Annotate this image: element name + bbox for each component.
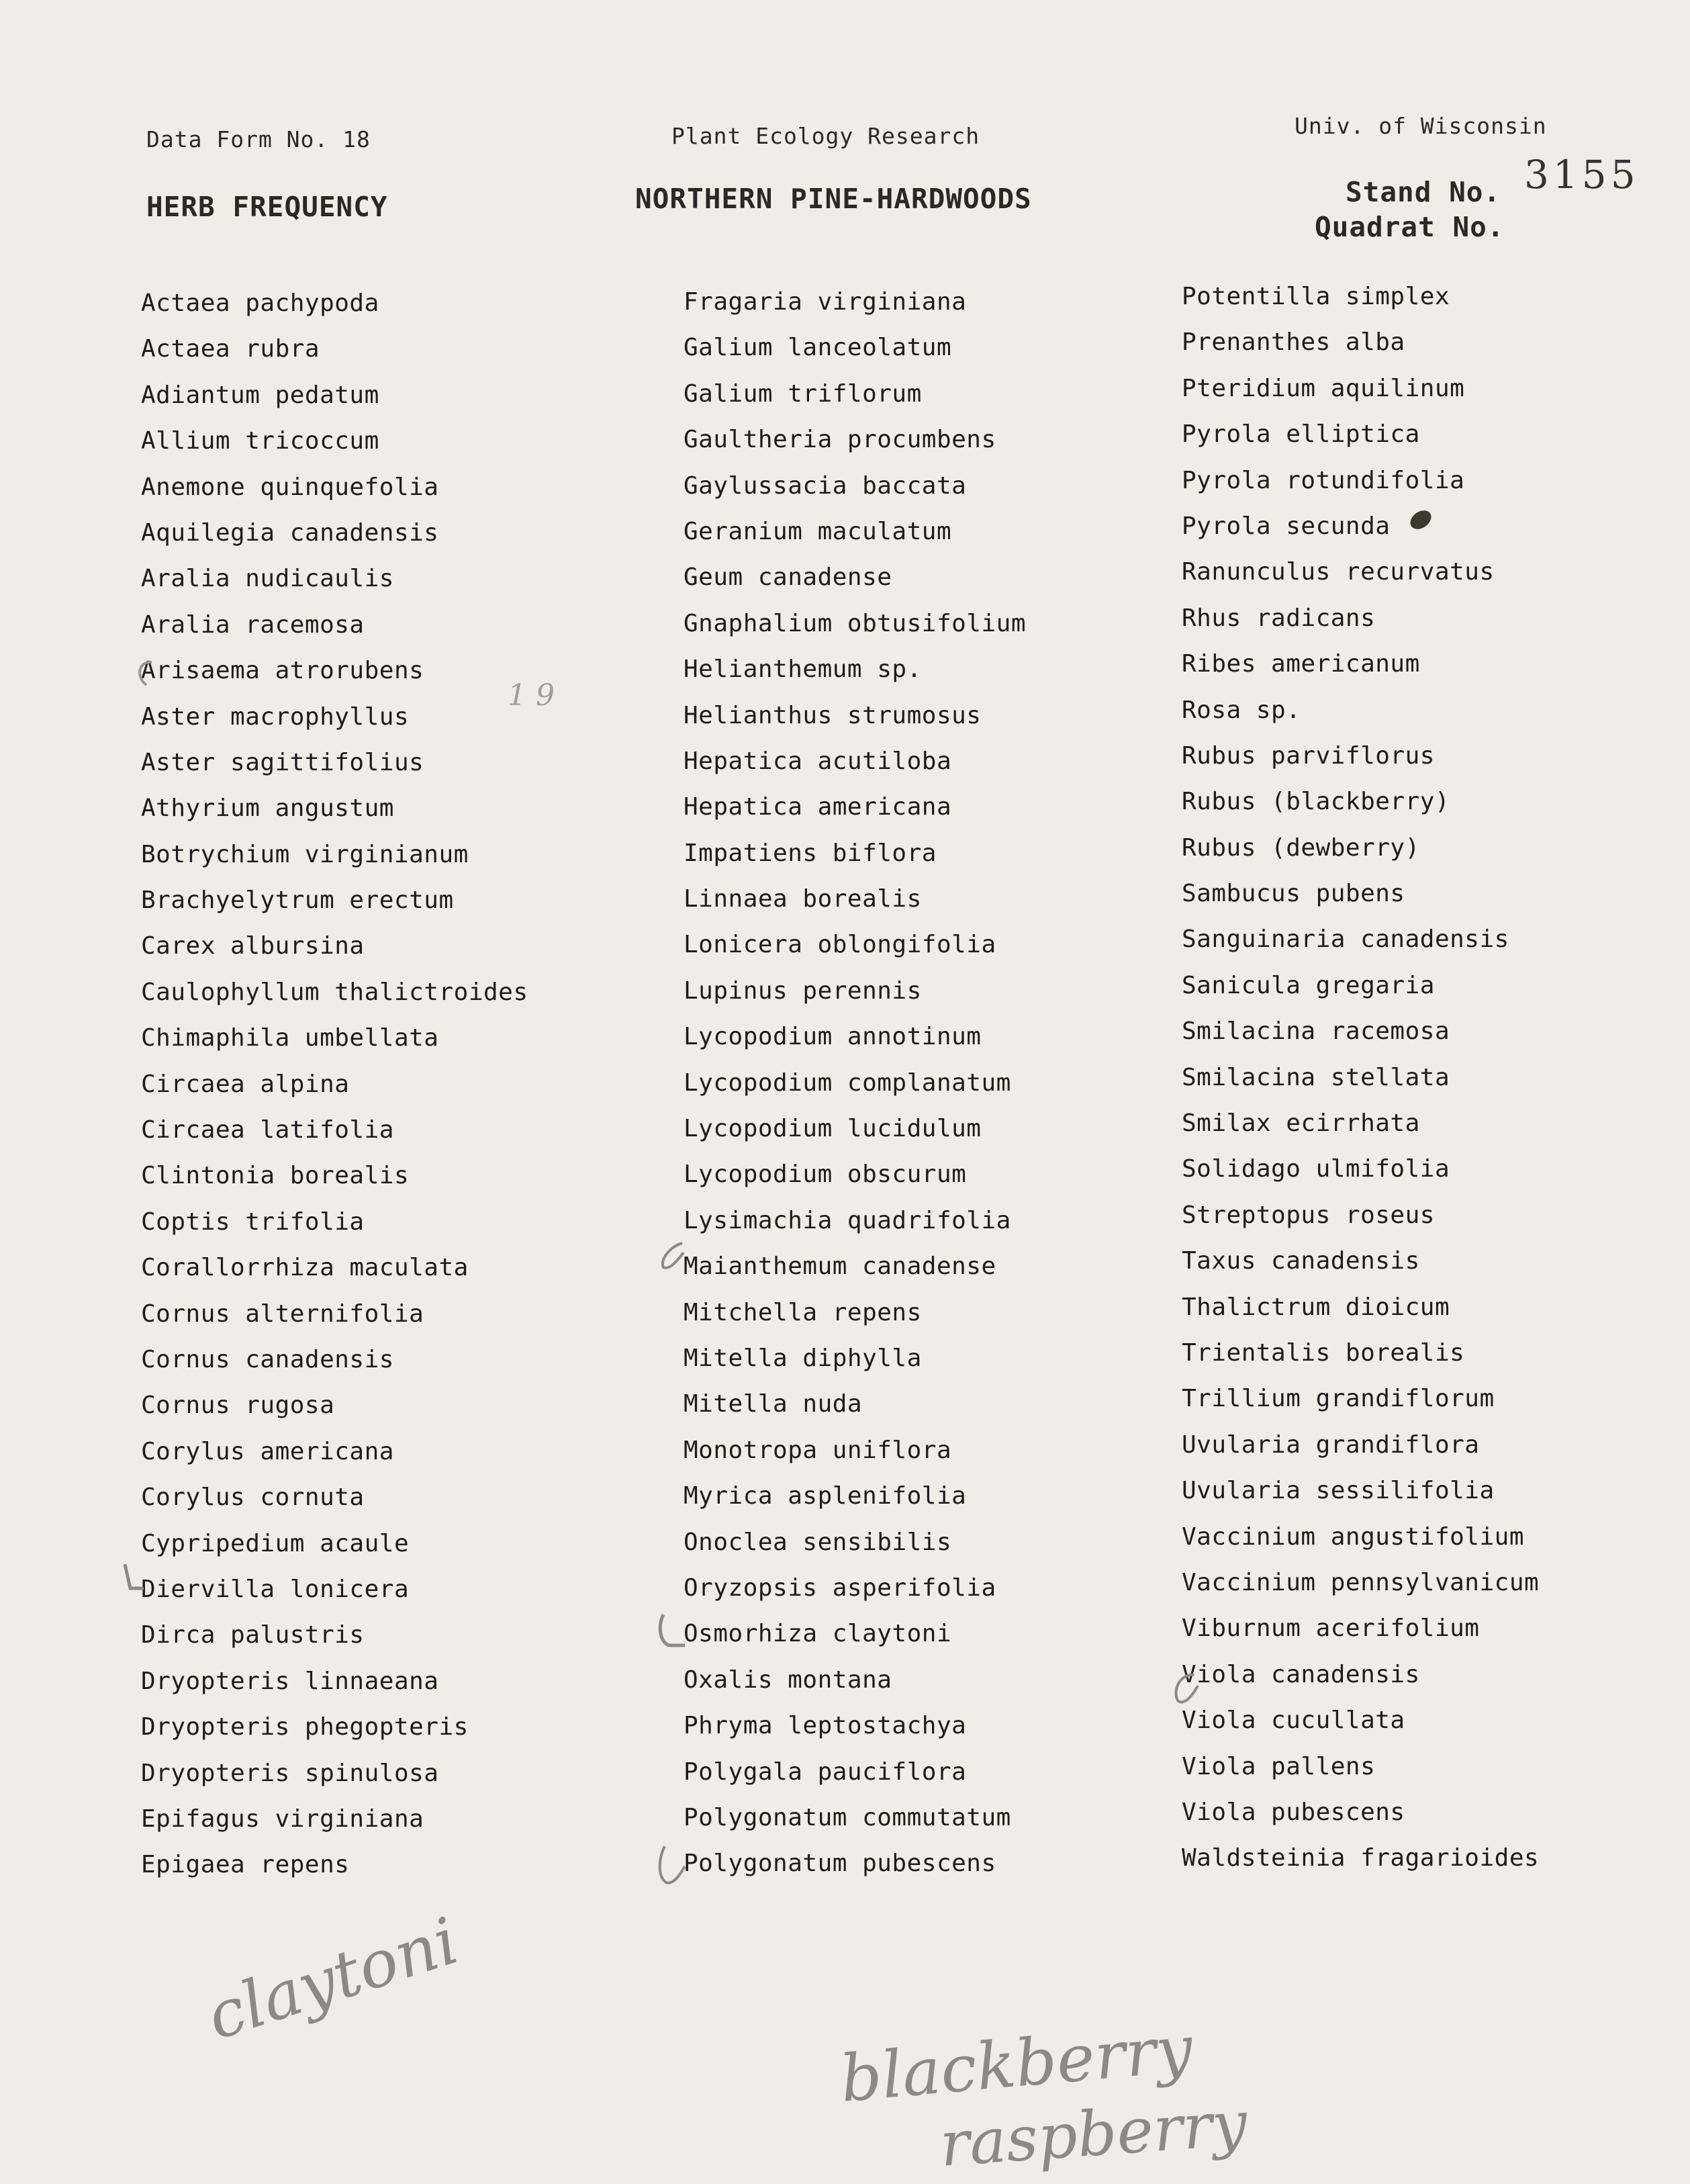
species-entry: Taxus canadensis <box>1182 1247 1420 1275</box>
species-entry: Adiantum pedatum <box>141 381 379 409</box>
species-entry: Aralia nudicaulis <box>141 565 394 593</box>
species-entry: Hepatica acutiloba <box>684 747 952 775</box>
species-entry: Cypripedium acaule <box>141 1529 410 1557</box>
species-entry: Trientalis borealis <box>1182 1338 1465 1367</box>
species-entry: Epigaea repens <box>141 1851 350 1879</box>
handwritten-note-bottom-right-line1: blackberry <box>837 2011 1196 2117</box>
species-entry: Vaccinium pennsylvanicum <box>1182 1568 1540 1596</box>
species-entry: Thalictrum dioicum <box>1182 1293 1450 1321</box>
species-entry: Gaultheria procumbens <box>684 426 996 454</box>
species-entry: Oryzopsis asperifolia <box>684 1574 996 1602</box>
species-entry: Diervilla lonicera <box>141 1575 410 1603</box>
species-entry: Cornus alternifolia <box>141 1300 424 1328</box>
species-entry: Corylus cornuta <box>141 1484 365 1512</box>
species-entry: Pteridium aquilinum <box>1182 374 1465 402</box>
institution-label: Univ. of Wisconsin <box>1295 113 1547 139</box>
species-entry: Ribes americanum <box>1182 650 1420 678</box>
species-entry: Dryopteris spinulosa <box>141 1759 439 1787</box>
species-entry: Sanicula gregaria <box>1182 971 1435 999</box>
species-entry: Actaea rubra <box>141 335 320 363</box>
species-entry: Onoclea sensibilis <box>684 1528 952 1556</box>
pencil-check-mark <box>655 1239 689 1273</box>
species-entry: Arisaema atrorubens <box>141 657 424 685</box>
species-entry: Rubus parviflorus <box>1182 741 1435 770</box>
species-entry: Rubus (blackberry) <box>1182 788 1450 816</box>
species-entry: Caulophyllum thalictroides <box>141 978 528 1006</box>
species-entry: Circaea latifolia <box>141 1116 394 1144</box>
forest-type-title: NORTHERN PINE-HARDWOODS <box>635 183 1032 215</box>
species-entry: Corylus americana <box>141 1437 394 1465</box>
species-entry: Vaccinium angustifolium <box>1182 1522 1524 1551</box>
species-column-1 <box>141 281 528 1889</box>
project-label: Plant Ecology Research <box>671 123 980 149</box>
species-entry: Pyrola secunda <box>1182 512 1391 540</box>
handwritten-note-bottom-left: claytoni <box>197 1903 467 2055</box>
species-entry: Pyrola rotundifolia <box>1182 466 1465 494</box>
species-entry: Lysimachia quadrifolia <box>684 1206 1011 1234</box>
species-entry: Dryopteris phegopteris <box>141 1713 469 1741</box>
species-entry: Osmorhiza claytoni <box>684 1620 952 1648</box>
species-entry: Oxalis montana <box>684 1666 892 1694</box>
species-entry: Actaea pachypoda <box>141 289 379 317</box>
species-entry: Cornus rugosa <box>141 1392 335 1420</box>
species-entry: Aster sagittifolius <box>141 748 424 776</box>
form-number-label: Data Form No. 18 <box>146 126 371 152</box>
species-entry: Smilacina stellata <box>1182 1063 1450 1091</box>
species-entry: Viburnum acerifolium <box>1182 1614 1480 1643</box>
handwritten-tally-note: 1 9 <box>508 678 555 713</box>
species-entry: Mitella diphylla <box>684 1344 922 1372</box>
species-entry: Mitella nuda <box>684 1390 863 1418</box>
species-entry: Smilax ecirrhata <box>1182 1109 1420 1138</box>
species-entry: Galium lanceolatum <box>684 334 952 362</box>
species-entry: Geum canadense <box>684 563 892 592</box>
species-entry: Helianthemum sp. <box>684 655 922 684</box>
species-entry: Gaylussacia baccata <box>684 471 967 500</box>
species-entry: Potentilla simplex <box>1182 283 1450 310</box>
species-entry: Ranunculus recurvatus <box>1182 558 1495 586</box>
species-entry: Impatiens biflora <box>684 839 937 867</box>
species-entry: Lupinus perennis <box>684 976 922 1005</box>
species-entry: Circaea alpina <box>141 1070 350 1098</box>
species-column-3 <box>1182 274 1539 1882</box>
species-entry: Clintonia borealis <box>141 1162 410 1190</box>
species-entry: Prenanthes alba <box>1182 328 1405 357</box>
species-entry: Aquilegia canadensis <box>141 518 439 547</box>
pencil-check-mark <box>121 1561 148 1595</box>
species-entry: Cornus canadensis <box>141 1345 394 1373</box>
species-entry: Chimaphila umbellata <box>141 1024 439 1052</box>
form-title: HERB FREQUENCY <box>146 191 388 223</box>
species-entry: Aster macrophyllus <box>141 702 410 731</box>
quadrat-number-label: Quadrat No. <box>1315 211 1505 243</box>
species-entry: Viola canadensis <box>1182 1660 1420 1688</box>
species-column-2 <box>684 279 1026 1887</box>
species-entry: Sanguinaria canadensis <box>1182 925 1509 954</box>
species-entry: Viola cucullata <box>1182 1707 1405 1735</box>
species-entry: Streptopus roseus <box>1182 1201 1435 1229</box>
species-entry: Epifagus virginiana <box>141 1805 424 1833</box>
handwritten-note-bottom-right-line2: raspberry <box>937 2087 1250 2181</box>
species-entry: Rosa sp. <box>1182 696 1301 724</box>
species-entry: Lycopodium lucidulum <box>684 1115 982 1143</box>
species-entry: Myrica asplenifolia <box>684 1482 967 1510</box>
species-entry: Monotropa uniflora <box>684 1436 952 1464</box>
species-entry: Allium tricoccum <box>141 427 379 455</box>
species-entry: Mitchella repens <box>684 1298 922 1326</box>
species-entry: Corallorrhiza maculata <box>141 1254 469 1282</box>
species-entry: Carex albursina <box>141 932 365 960</box>
species-entry: Linnaea borealis <box>684 885 922 913</box>
stand-number-value: 3155 <box>1524 152 1640 197</box>
species-entry: Uvularia sessilifolia <box>1182 1477 1495 1505</box>
species-entry: Brachyelytrum erectum <box>141 886 454 915</box>
species-entry: Lycopodium obscurum <box>684 1161 967 1189</box>
species-entry: Helianthus strumosus <box>684 701 982 729</box>
species-entry: Sambucus pubens <box>1182 880 1405 908</box>
species-entry: Athyrium angustum <box>141 794 394 823</box>
species-entry: Pyrola elliptica <box>1182 420 1420 449</box>
species-entry: Dryopteris linnaeana <box>141 1667 439 1695</box>
species-entry: Lycopodium annotinum <box>684 1023 982 1051</box>
species-entry: Hepatica americana <box>684 793 952 821</box>
stand-number-label: Stand No. <box>1346 176 1501 208</box>
species-entry: Botrychium virginianum <box>141 840 469 868</box>
species-entry: Dirca palustris <box>141 1621 365 1649</box>
species-entry: Fragaria virginiana <box>684 288 967 316</box>
species-entry: Viola pubescens <box>1182 1798 1405 1826</box>
species-entry: Maianthemum canadense <box>684 1253 996 1281</box>
species-entry: Polygonatum commutatum <box>684 1803 1011 1831</box>
species-entry: Galium triflorum <box>684 379 922 408</box>
species-entry: Coptis trifolia <box>141 1208 365 1236</box>
species-entry: Lonicera oblongifolia <box>684 931 996 959</box>
pencil-check-mark <box>655 1612 689 1652</box>
pencil-check-mark <box>1170 1671 1203 1709</box>
ink-smudge-mark <box>1406 505 1436 535</box>
species-entry: Anemone quinquefolia <box>141 473 439 501</box>
species-entry: Smilacina racemosa <box>1182 1017 1450 1046</box>
species-entry: Gnaphalium obtusifolium <box>684 609 1026 637</box>
species-entry: Geranium maculatum <box>684 517 952 545</box>
species-entry: Aralia racemosa <box>141 610 365 639</box>
pencil-check-mark <box>655 1844 689 1891</box>
species-entry: Uvularia grandiflora <box>1182 1430 1480 1459</box>
species-entry: Trillium grandiflorum <box>1182 1385 1495 1413</box>
species-entry: Polygonatum pubescens <box>684 1850 996 1878</box>
species-entry: Phryma leptostachya <box>684 1712 967 1740</box>
species-entry: Lycopodium complanatum <box>684 1068 1011 1097</box>
species-entry: Waldsteinia fragarioides <box>1182 1844 1540 1872</box>
species-entry: Solidago ulmifolia <box>1182 1155 1450 1183</box>
species-entry: Rhus radicans <box>1182 604 1376 632</box>
species-entry: Rubus (dewberry) <box>1182 833 1420 862</box>
pencil-check-mark <box>132 657 158 690</box>
species-entry: Polygala pauciflora <box>684 1758 967 1786</box>
species-entry: Viola pallens <box>1182 1752 1376 1780</box>
